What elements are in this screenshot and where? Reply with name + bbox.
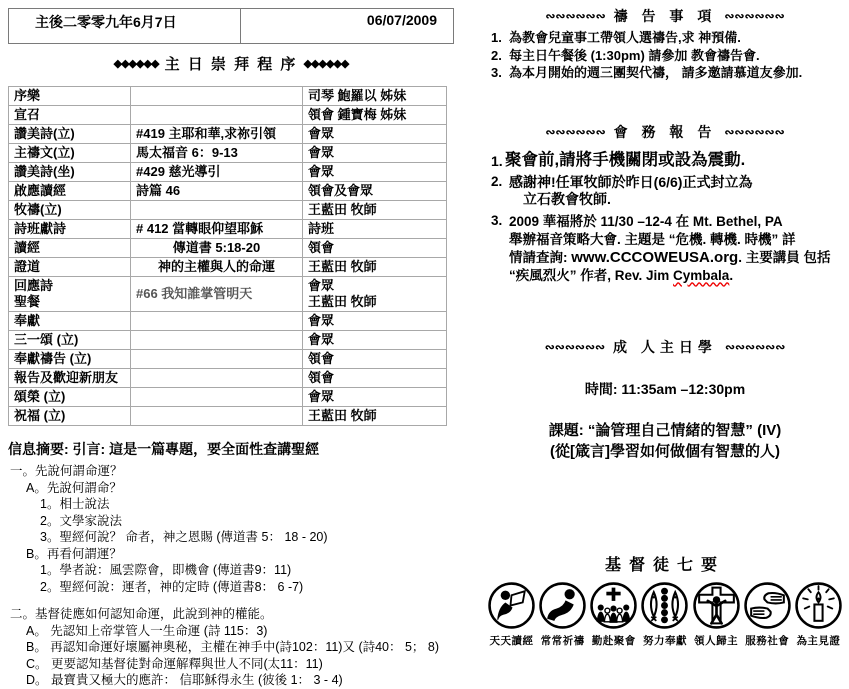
summary-spacer	[8, 595, 454, 606]
date-chinese: 主後二零零九年6月7日	[9, 9, 241, 43]
cell-who: 會眾 王藍田 牧師	[303, 277, 447, 312]
prayer-title: 禱 告 事 項	[613, 8, 717, 24]
offering-fish-icon	[640, 581, 689, 630]
essential-label: 為主見證	[796, 635, 841, 647]
cell-item: 讀經	[9, 239, 131, 258]
item-text: 感謝神!任軍牧師於昨日(6/6)正式封立為 立石教會牧師.	[509, 173, 753, 207]
table-row-response-communion	[9, 277, 447, 312]
table-row	[9, 125, 447, 144]
essential-label: 服務社會	[745, 635, 790, 647]
summary-line: A。先說何謂命？	[26, 480, 122, 495]
cell-content	[131, 350, 303, 369]
ornament-left: ∾∾∾∾∾∾	[545, 124, 606, 139]
cell-who: 會眾	[303, 125, 447, 144]
ornament-right: ∾∾∾∾∾∾	[724, 124, 785, 139]
summary-line: B。 再認知命運好壞屬神奧秘，主權在神手中(詩102：11)又 (詩40： 5； 8)	[26, 640, 440, 654]
announcements-title: 會 務 報 告	[613, 123, 717, 140]
cell-content: 馬太福音 6：9-13	[131, 144, 303, 163]
cell-item: 牧禱(立)	[9, 201, 131, 220]
cell-item: 報告及歡迎新朋友	[9, 369, 131, 388]
table-row	[9, 144, 447, 163]
essential-label: 常常祈禱	[540, 635, 585, 647]
cell-content	[131, 388, 303, 407]
cell-who: 會眾	[303, 312, 447, 331]
summary-line: 3。聖經何說？ 命者，神之恩賜 (傳道書 5： 18 - 20)	[40, 530, 328, 544]
cell-content	[131, 407, 303, 426]
cell-item: 頌榮 (立)	[9, 388, 131, 407]
essential-label: 天天讀經	[489, 635, 534, 647]
cell-content: 詩篇 46	[131, 182, 303, 201]
cell-content: #66 我知誰掌管明天	[131, 277, 303, 312]
item-text: 2009 華福將於 11/30 –12-4 在 Mt. Bethel, PA 舉辦福音策略大會. 主題是 “危機. 轉機. 時機” 詳 情請查詢: www.CCCOWEUSA.org. 主要講員 包括 “疾風烈火” 作者, Rev. Jim Cymbala.	[509, 213, 831, 283]
summary-line: D。 最寶貴又極大的應許： 信耶穌得永生 (彼後 1： 3 - 4)	[26, 673, 343, 687]
cell-who: 王藍田 牧師	[303, 407, 447, 426]
item-text: 為教會兒童事工帶領人選禱告,求 神預備.	[509, 30, 741, 45]
cell-who: 領會	[303, 369, 447, 388]
sunday-school-section-header	[487, 337, 843, 357]
seven-essentials-title: 基督徒七要	[604, 557, 725, 574]
announcement-item	[487, 174, 843, 208]
table-row	[9, 350, 447, 369]
prayer-item	[487, 47, 843, 65]
conference-url: www.CCCOWEUSA.org	[571, 248, 739, 266]
essential-item	[743, 581, 792, 648]
cell-who: 領會	[303, 350, 447, 369]
serving-hands-icon	[743, 581, 792, 630]
message-summary	[8, 439, 454, 689]
item-number: 1.	[491, 30, 502, 45]
date-numeric: 06/07/2009	[366, 12, 437, 28]
program-title-text: 主 日 崇 拜 程 序	[164, 56, 298, 73]
table-row	[9, 331, 447, 350]
essential-item	[692, 581, 741, 648]
table-row	[9, 87, 447, 106]
summary-line: 1。相士說法	[40, 497, 110, 511]
cell-who: 王藍田 牧師	[303, 258, 447, 277]
cell-item: 回應詩 聖餐	[9, 277, 131, 312]
item-text: 每主日午餐後 (1:30pm) 請參加 教會禱告會.	[509, 47, 760, 63]
cell-who: 王藍田 牧師	[303, 201, 447, 220]
summary-line: C。 更要認知基督徒對命運解釋與世人不同(太11：11)	[26, 656, 323, 671]
witness-candle-icon	[794, 581, 843, 630]
cell-item: 讚美詩(坐)	[9, 163, 131, 182]
cell-content	[131, 201, 303, 220]
essential-label: 努力奉獻	[642, 635, 687, 647]
cell-content: # 412 當轉眼仰望耶穌	[131, 220, 303, 239]
item-number: 2.	[491, 173, 503, 189]
ornament-left: ∾∾∾∾∾∾	[544, 339, 606, 354]
table-row	[9, 182, 447, 201]
cell-who: 領會 鍾寶梅 姊妹	[303, 106, 447, 125]
speaker-name: Cymbala	[673, 267, 730, 283]
worship-program-table	[8, 86, 447, 426]
item-number: 3.	[491, 65, 502, 80]
cell-who: 領會及會眾	[303, 182, 447, 201]
cell-who: 司琴 鮑羅以 姊妹	[303, 87, 447, 106]
item-number: 3.	[491, 212, 503, 228]
seven-essentials	[487, 552, 843, 648]
cell-item: 宣召	[9, 106, 131, 125]
summary-line: B。再看何謂運？	[26, 546, 122, 561]
table-row	[9, 407, 447, 426]
announcement-item	[487, 150, 843, 170]
cell-content	[131, 369, 303, 388]
cell-item: 序樂	[9, 87, 131, 106]
summary-line: A。 先認知上帝掌管人一生命運 (詩 115：3)	[26, 623, 268, 638]
sunday-school-title: 成 人主日學	[613, 338, 717, 355]
item-text: 為本月開始的週三團契代禱， 請多邀請慕道友參加.	[509, 65, 803, 80]
cell-who: 會眾	[303, 331, 447, 350]
prayer-kneeling-icon	[538, 581, 587, 630]
lead-to-christ-icon	[692, 581, 741, 630]
cell-content: 傳道書 5:18-20	[131, 239, 303, 258]
bulletin-right-page	[487, 6, 843, 652]
cell-content	[131, 331, 303, 350]
summary-line: 二。基督徒應如何認知命運，此說到神的權能。	[10, 607, 273, 621]
cell-content	[131, 87, 303, 106]
bulletin-left-page	[8, 8, 454, 689]
cell-item: 證道	[9, 258, 131, 277]
cell-who: 會眾	[303, 388, 447, 407]
cell-content	[131, 312, 303, 331]
cell-content: 神的主權與人的命運	[131, 258, 303, 277]
table-row-sermon	[9, 258, 447, 277]
cell-content: #429 慈光導引	[131, 163, 303, 182]
cell-item: 奉獻禱告 (立)	[9, 350, 131, 369]
cell-item: 詩班獻詩	[9, 220, 131, 239]
ornament-right: ∾∾∾∾∾∾	[724, 339, 786, 354]
summary-heading: 信息摘要: 引言: 這是一篇專題，要全面性查講聖經	[8, 441, 320, 457]
prayer-section-header	[487, 6, 843, 26]
item-number: 2.	[491, 47, 502, 63]
ornament-right: ◆◆◆◆◆◆	[303, 58, 349, 70]
cell-item: 三一頌 (立)	[9, 331, 131, 350]
cell-item: 奉獻	[9, 312, 131, 331]
summary-line: 一。先說何謂命運？	[10, 464, 123, 478]
summary-line: 2。文學家說法	[40, 513, 122, 528]
sunday-school-topic: 課題: “論管理自己情緒的智慧” (IV)	[548, 421, 782, 439]
table-row	[9, 312, 447, 331]
cell-who: 會眾	[303, 163, 447, 182]
program-title	[8, 53, 454, 74]
prayer-item	[487, 29, 843, 47]
essential-item	[487, 581, 536, 648]
ornament-left: ◆◆◆◆◆◆	[113, 58, 159, 70]
sunday-school-topic-subtitle: (從[箴言]學習如何做個有智慧的人)	[550, 442, 780, 460]
essential-item	[794, 581, 843, 648]
table-row	[9, 369, 447, 388]
ornament-left: ∾∾∾∾∾∾	[545, 9, 606, 23]
bible-reading-icon	[487, 581, 536, 630]
item-text: 聚會前,請將手機關閉或設為震動.	[505, 150, 746, 169]
table-row	[9, 201, 447, 220]
table-row	[9, 163, 447, 182]
cell-content: #419 主耶和華,求祢引領	[131, 125, 303, 144]
date-header-box	[8, 8, 454, 44]
table-row	[9, 239, 447, 258]
sunday-school-time: 時間: 11:35am –12:30pm	[584, 380, 746, 397]
item-number: 1.	[491, 152, 503, 169]
essential-label: 勤赴聚會	[591, 635, 636, 647]
table-row	[9, 388, 447, 407]
essential-item	[538, 581, 587, 648]
cell-item: 祝福 (立)	[9, 407, 131, 426]
cell-item: 啟應讀經	[9, 182, 131, 201]
announcements-section-header	[487, 122, 843, 142]
seven-essentials-icons	[487, 581, 843, 648]
essential-item	[589, 581, 638, 648]
table-row	[9, 220, 447, 239]
cell-item: 讚美詩(立)	[9, 125, 131, 144]
cell-who: 會眾	[303, 144, 447, 163]
ornament-right: ∾∾∾∾∾∾	[724, 9, 785, 23]
cell-who: 詩班	[303, 220, 447, 239]
announcement-item	[487, 213, 843, 285]
essential-label: 領人歸主	[694, 635, 739, 647]
gathering-cross-icon	[589, 581, 638, 630]
cell-item: 主禱文(立)	[9, 144, 131, 163]
summary-line: 1。學者說：風雲際會，即機會 (傳道書9：11)	[40, 563, 292, 577]
cell-content	[131, 106, 303, 125]
table-row	[9, 106, 447, 125]
cell-who: 領會	[303, 239, 447, 258]
prayer-item	[487, 64, 843, 82]
prayer-list	[487, 29, 843, 82]
summary-line: 2。聖經何說：運者，神的定時 (傳道書8： 6 -7)	[40, 579, 304, 594]
essential-item	[640, 581, 689, 648]
